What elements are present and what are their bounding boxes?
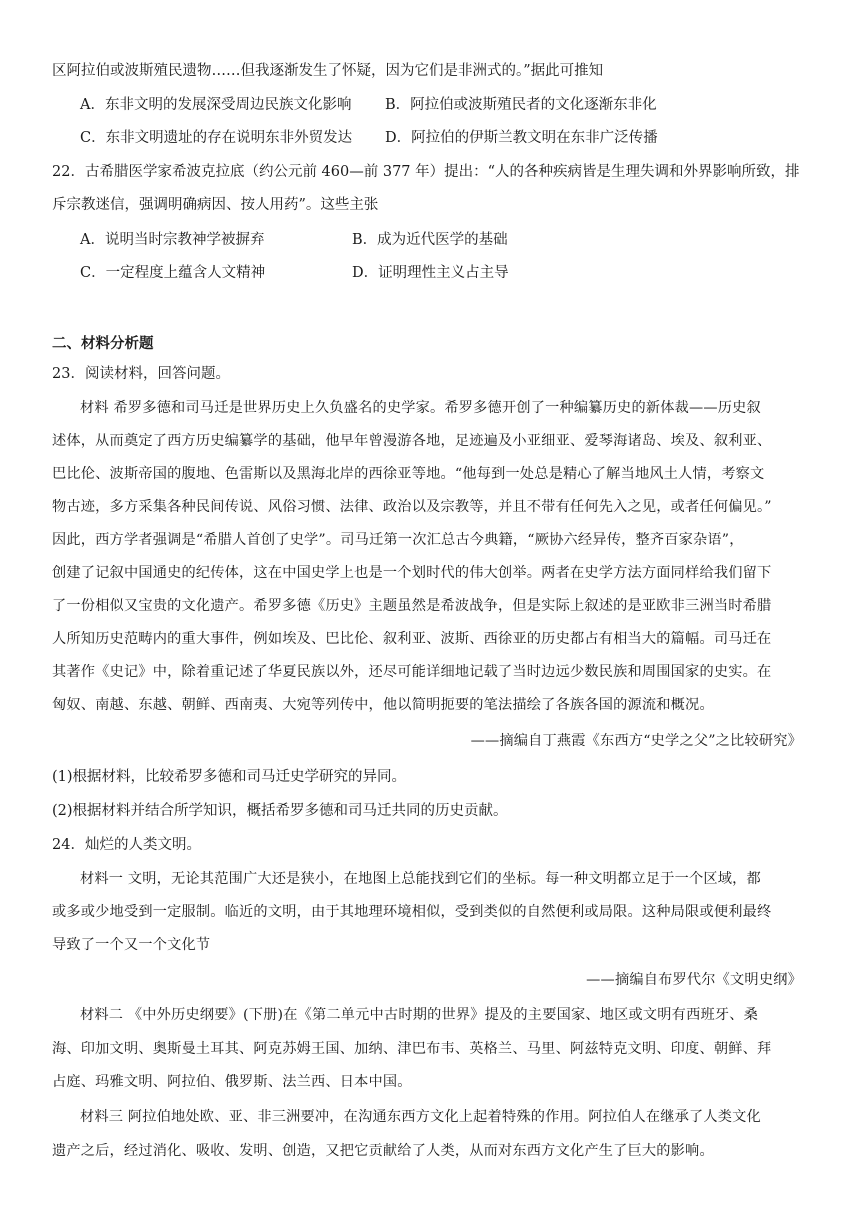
q21-option-c[interactable]: C．东非文明遗址的存在说明东非外贸发达 <box>80 130 353 146</box>
q23-material-line: 匈奴、南越、东越、朝鲜、西南夷、大宛等列传中，他以简明扼要的笔法描绘了各族各国的源流和概况。 <box>52 697 714 713</box>
section-heading: 二、材料分析题 <box>52 335 154 352</box>
q24-title: 24．灿烂的人类文明。 <box>52 837 201 853</box>
q23-material-line: 述体，从而奠定了西方历史编纂学的基础，他早年曾漫游各地，足迹遍及小亚细亚、爱琴海诸岛、埃及、叙利亚、 <box>52 433 772 449</box>
q24-material1-line: 材料一 文明，无论其范围广大还是狭小，在地图上总能找到它们的坐标。每一种文明都立足于一个区域，都 <box>80 871 761 887</box>
q23-material-line: 了一份相似又宝贵的文化遗产。希罗多德《历史》主题虽然是希波战争，但是实际上叙述的是亚欧非三洲当时希腊 <box>52 598 772 614</box>
q23-material-line: 巴比伦、波斯帝国的腹地、色雷斯以及黑海北岸的西徐亚等地。“他每到一处总是精心了解当地风土人情，考察文 <box>52 466 765 482</box>
q24-material1-line: 或多或少地受到一定服制。临近的文明，由于其地理环境相似，受到类似的自然便利或局限。这种局限或便利最终 <box>52 904 772 920</box>
q23-material-line: 创建了记叙中国通史的纪传体，这在中国史学上也是一个划时代的伟大创举。两者在史学方法方面同样给我们留下 <box>52 565 772 581</box>
q23-source: ——摘编自丁燕霞《东西方“史学之父”之比较研究》 <box>470 733 802 749</box>
q21-option-a[interactable]: A．东非文明的发展深受周边民族文化影响 <box>80 97 352 113</box>
q23-material-line: 人所知历史范畴内的重大事件，例如埃及、巴比伦、叙利亚、波斯、西徐亚的历史都占有相当大的篇幅。司马迁在 <box>52 631 772 647</box>
q22-option-d[interactable]: D．证明理性主义占主导 <box>352 265 509 281</box>
q23-material-line: 物古迹，多方采集各种民间传说、风俗习惯、法律、政治以及宗教等，并且不带有任何先入之见，或者任何偏见。” <box>52 499 772 515</box>
q23-subquestion-1: (1)根据材料，比较希罗多德和司马迁史学研究的异同。 <box>52 769 407 785</box>
q21-option-b[interactable]: B．阿拉伯或波斯殖民者的文化逐渐东非化 <box>385 97 657 113</box>
q23-subquestion-2: (2)根据材料并结合所学知识，概括希罗多德和司马迁共同的历史贡献。 <box>52 803 508 819</box>
q24-material1-line: 导致了一个又一个文化节 <box>52 937 211 953</box>
q23-title: 23．阅读材料，回答问题。 <box>52 366 230 382</box>
q24-material1-source: ——摘编自布罗代尔《文明史纲》 <box>586 972 802 988</box>
q22-option-c[interactable]: C．一定程度上蕴含人文精神 <box>80 265 266 281</box>
q21-stem-tail: 区阿拉伯或波斯殖民遗物……但我逐渐发生了怀疑，因为它们是非洲式的。”据此可推知 <box>52 63 604 79</box>
q23-material-line: 因此，西方学者强调是“希腊人首创了史学”。司马迁第一次汇总古今典籍，“厥协六经异传，整齐百家杂语”， <box>52 532 744 548</box>
q24-material2-line: 材料二 《中外历史纲要》(下册)在《第二单元中古时期的世界》提及的主要国家、地区或文明有西班牙、桑 <box>80 1007 759 1023</box>
q24-material2-line: 海、印加文明、奥斯曼土耳其、阿克苏姆王国、加纳、津巴布韦、英格兰、马里、阿兹特克文明、印度、朝鲜、拜 <box>52 1041 772 1057</box>
q21-option-d[interactable]: D．阿拉伯的伊斯兰教文明在东非广泛传播 <box>385 130 658 146</box>
q24-material3-line: 遗产之后，经过消化、吸收、发明、创造，又把它贡献给了人类，从而对东西方文化产生了巨大的影响。 <box>52 1143 714 1159</box>
q22-stem-line2: 斥宗教迷信，强调明确病因、按人用药”。这些主张 <box>52 197 379 213</box>
q23-material-line: 其著作《史记》中，除着重记述了华夏民族以外，还尽可能详细地记载了当时边远少数民族和周围国家的史实。在 <box>52 664 772 680</box>
q24-material3-line: 材料三 阿拉伯地处欧、亚、非三洲要冲，在沟通东西方文化上起着特殊的作用。阿拉伯人在继承了人类文化 <box>80 1109 761 1125</box>
q23-material-line: 材料 希罗多德和司马迁是世界历史上久负盛名的史学家。希罗多德开创了一种编纂历史的新体裁——历史叙 <box>80 400 761 416</box>
q22-stem-line1: 22．古希腊医学家希波克拉底（约公元前 460—前 377 年）提出：“人的各种疾病皆是生理失调和外界影响所致，排 <box>52 164 800 180</box>
q22-option-a[interactable]: A．说明当时宗教神学被摒弃 <box>80 232 265 248</box>
q24-material2-line: 占庭、玛雅文明、阿拉伯、俄罗斯、法兰西、日本中国。 <box>52 1074 412 1090</box>
q22-option-b[interactable]: B．成为近代医学的基础 <box>352 232 508 248</box>
